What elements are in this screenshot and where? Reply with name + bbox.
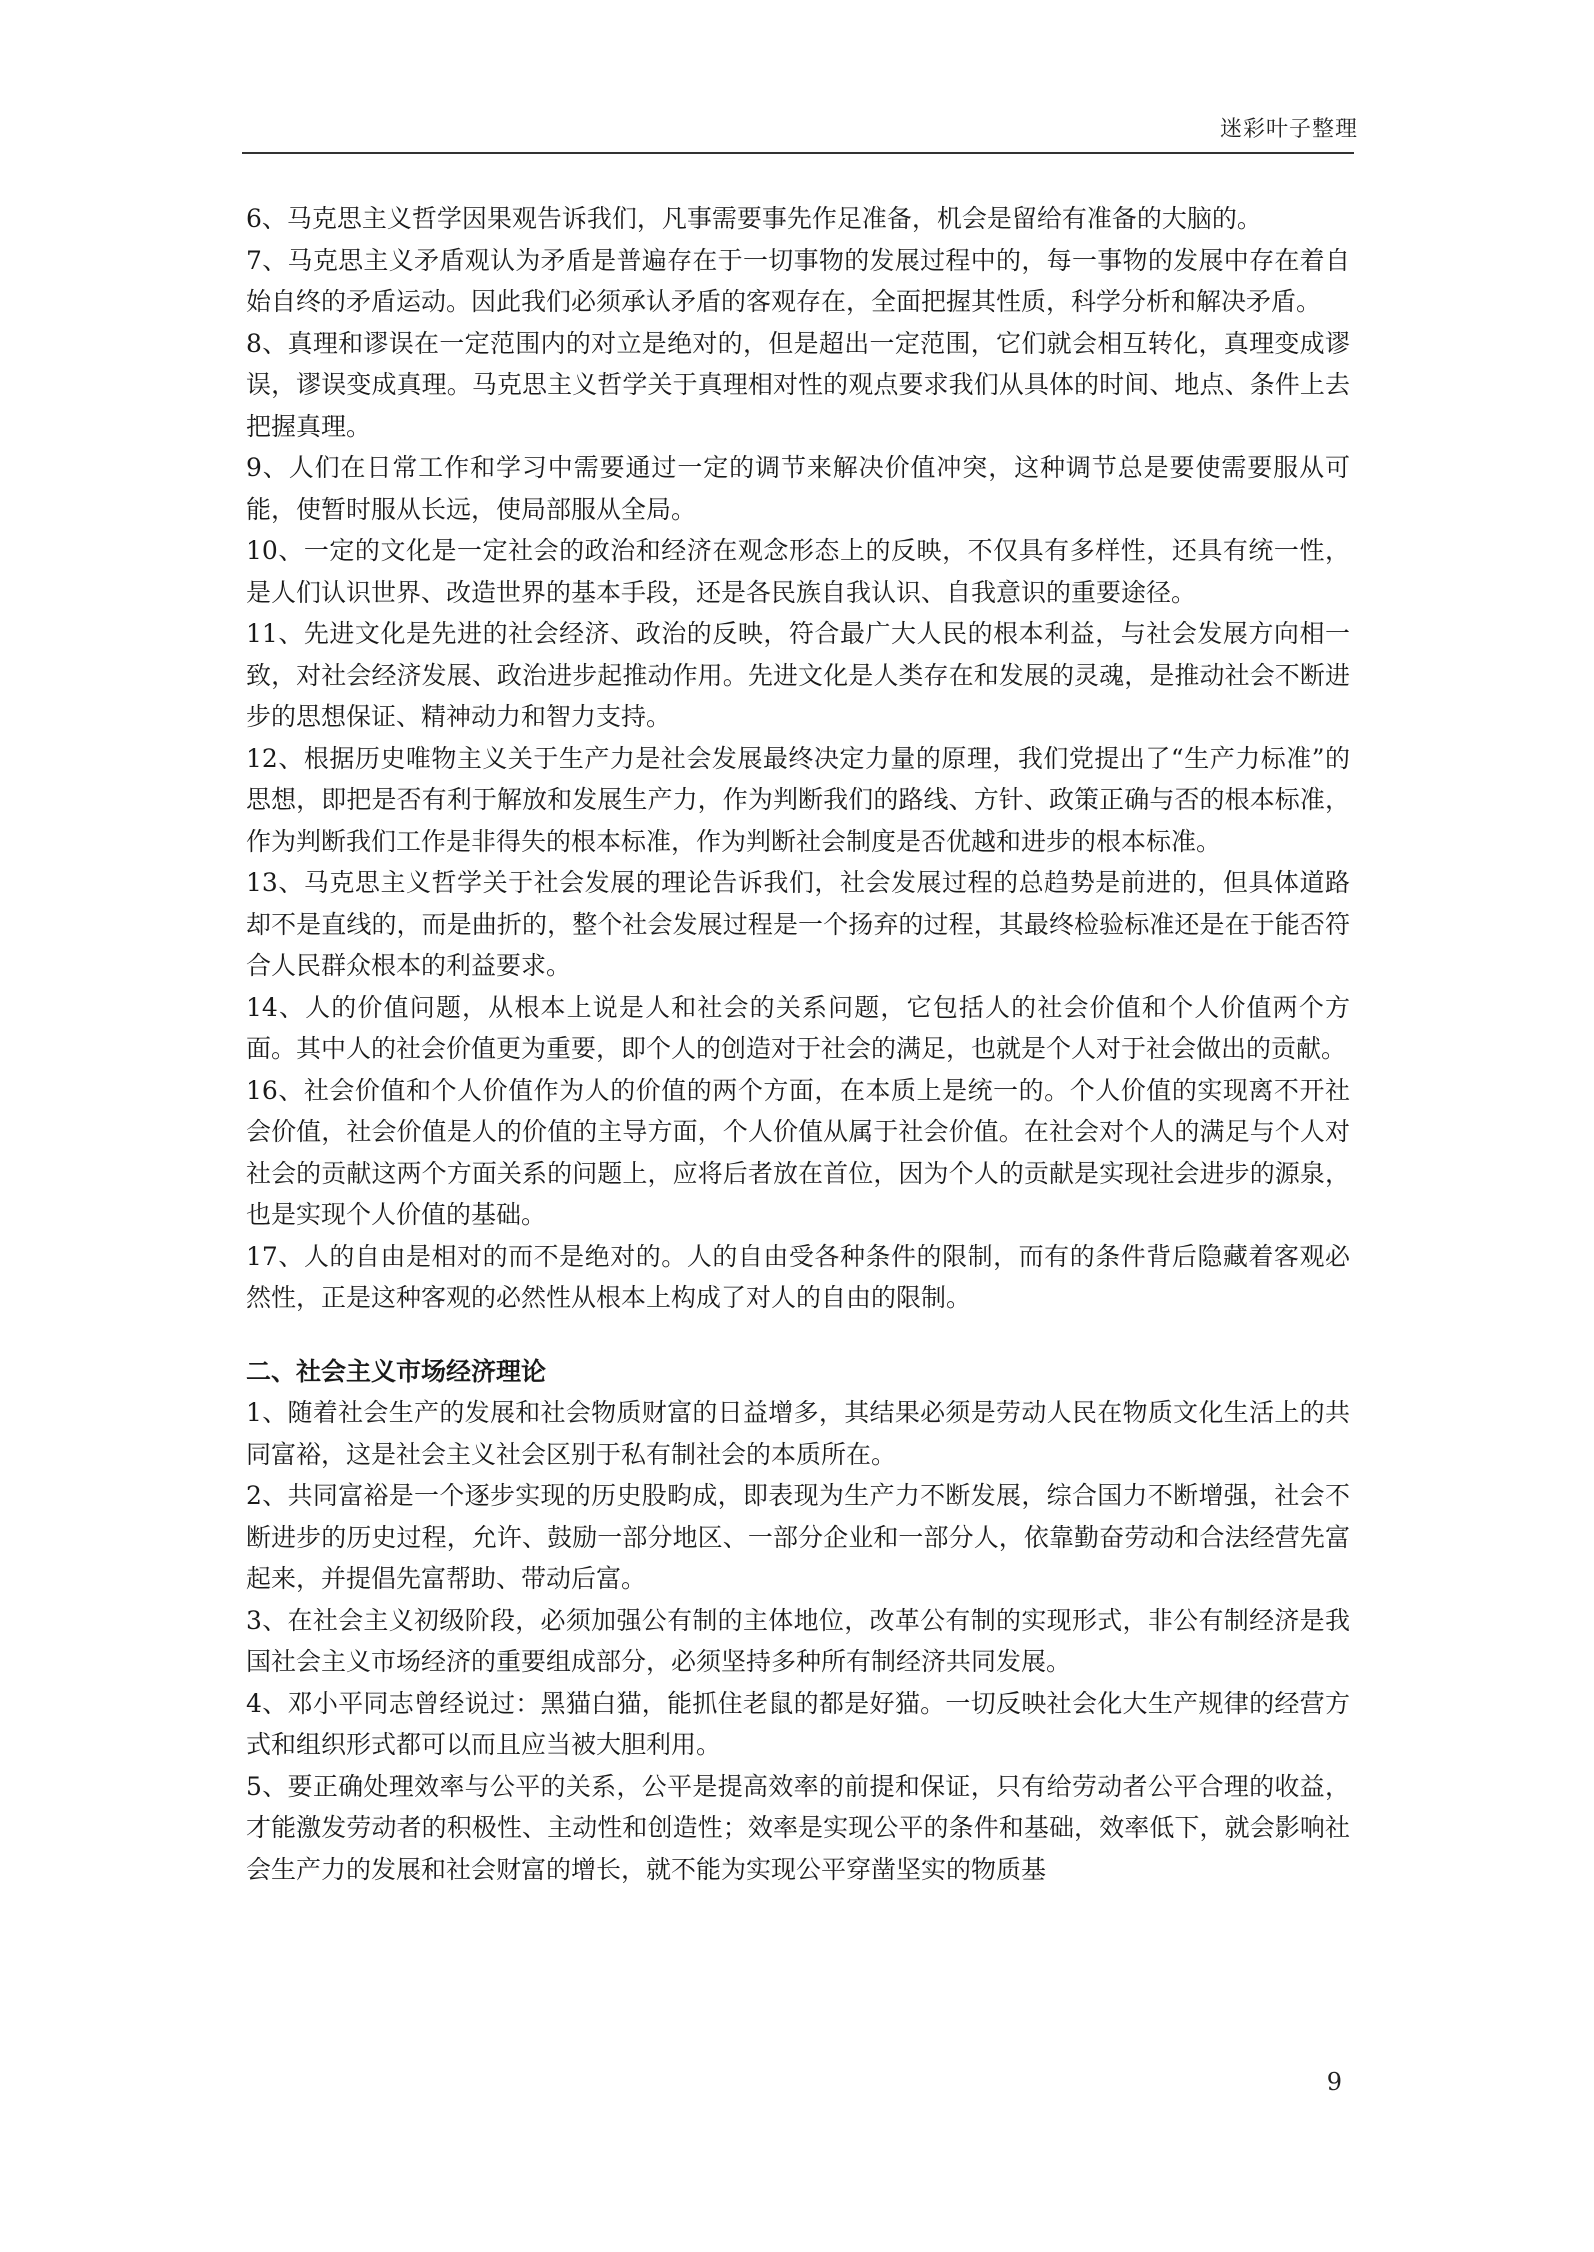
paragraph-item-11: 11、先进文化是先进的社会经济、政治的反映，符合最广大人民的根本利益，与社会发展方向相一致，对社会经济发展、政治进步起推动作用。先进文化是人类存在和发展的灵魂，是推动社会不断进步的思想保证、精神动力和智力支持。 xyxy=(246,619,1350,731)
header-divider xyxy=(242,152,1354,154)
section2-paragraph-3: 3、在社会主义初级阶段，必须加强公有制的主体地位，改革公有制的实现形式，非公有制经济是我国社会主义市场经济的重要组成部分，必须坚持多种所有制经济共同发展。 xyxy=(246,1605,1350,1676)
paragraph-item-9: 9、人们在日常工作和学习中需要通过一定的调节来解决价值冲突，这种调节总是要使需要服从可能，使暂时服从长远，使局部服从全局。 xyxy=(246,453,1350,524)
paragraph-item-12: 12、根据历史唯物主义关于生产力是社会发展最终决定力量的原理，我们党提出了“生产力标准”的思想，即把是否有利于解放和发展生产力，作为判断我们的路线、方针、政策正确与否的根本标准，作为判断我们工作是非得失的根本标准，作为判断社会制度是否优越和进步的根本标准。 xyxy=(246,743,1350,856)
section2-paragraph-5: 5、要正确处理效率与公平的关系，公平是提高效率的前提和保证，只有给劳动者公平合理的收益，才能激发劳动者的积极性、主动性和创造性；效率是实现公平的条件和基础，效率低下，就会影响社会生产力的发展和社会财富的增长，就不能为实现公平穿凿坚实的物质基 xyxy=(246,1771,1350,1884)
document-body xyxy=(246,198,1350,1890)
paragraph-item-17: 17、人的自由是相对的而不是绝对的。人的自由受各种条件的限制，而有的条件背后隐藏着客观必然性，正是这种客观的必然性从根本上构成了对人的自由的限制。 xyxy=(246,1241,1350,1312)
paragraph-item-10: 10、一定的文化是一定社会的政治和经济在观念形态上的反映，不仅具有多样性，还具有统一性，是人们认识世界、改造世界的基本手段，还是各民族自我认识、自我意识的重要途径。 xyxy=(246,536,1350,607)
section2-paragraph-4: 4、邓小平同志曾经说过：黑猫白猫，能抓住老鼠的都是好猫。一切反映社会化大生产规律的经营方式和组织形式都可以而且应当被大胆利用。 xyxy=(246,1688,1350,1759)
header-label: 迷彩叶子整理 xyxy=(1219,117,1358,142)
section2-paragraph-2: 2、共同富裕是一个逐步实现的历史股畇成，即表现为生产力不断发展，综合国力不断增强，社会不断进步的历史过程，允许、鼓励一部分地区、一部分企业和一部分人，依靠勤奋劳动和合法经营先富起来，并提倡先富帮助、带动后富。 xyxy=(246,1481,1350,1593)
page-number: 9 xyxy=(1326,2068,1342,2096)
paragraph-item-16: 16、社会价值和个人价值作为人的价值的两个方面，在本质上是统一的。个人价值的实现离不开社会价值，社会价值是人的价值的主导方面，个人价值从属于社会价值。在社会对个人的满足与个人对社会的贡献这两个方面关系的问题上，应将后者放在首位，因为个人的贡献是实现社会进步的源泉，也是实现个人价值的基础。 xyxy=(246,1075,1350,1229)
section2-paragraph-1: 1、随着社会生产的发展和社会物质财富的日益增多，其结果必须是劳动人民在物质文化生活上的共同富裕，这是社会主义社会区别于私有制社会的本质所在。 xyxy=(246,1398,1350,1469)
section-heading: 二、社会主义市场经济理论 xyxy=(246,1356,547,1386)
paragraph-item-7: 7、马克思主义矛盾观认为矛盾是普遍存在于一切事物的发展过程中的，每一事物的发展中存在着自始自终的矛盾运动。因此我们必须承认矛盾的客观存在，全面把握其性质，科学分析和解决矛盾。 xyxy=(246,245,1350,316)
paragraph-item-14: 14、人的价值问题，从根本上说是人和社会的关系问题，它包括人的社会价值和个人价值两个方面。其中人的社会价值更为重要，即个人的创造对于社会的满足，也就是个人对于社会做出的贡献。 xyxy=(246,992,1350,1063)
paragraph-item-13: 13、马克思主义哲学关于社会发展的理论告诉我们，社会发展过程的总趋势是前进的，但具体道路却不是直线的，而是曲折的，整个社会发展过程是一个扬弃的过程，其最终检验标准还是在于能否符合人民群众根本的利益要求。 xyxy=(246,868,1350,980)
paragraph-item-6: 6、马克思主义哲学因果观告诉我们，凡事需要事先作足准备，机会是留给有准备的大脑的。 xyxy=(246,204,1262,233)
paragraph-item-8: 8、真理和谬误在一定范围内的对立是绝对的，但是超出一定范围，它们就会相互转化，真理变成谬误，谬误变成真理。马克思主义哲学关于真理相对性的观点要求我们从具体的时间、地点、条件上去把握真理。 xyxy=(246,328,1350,441)
